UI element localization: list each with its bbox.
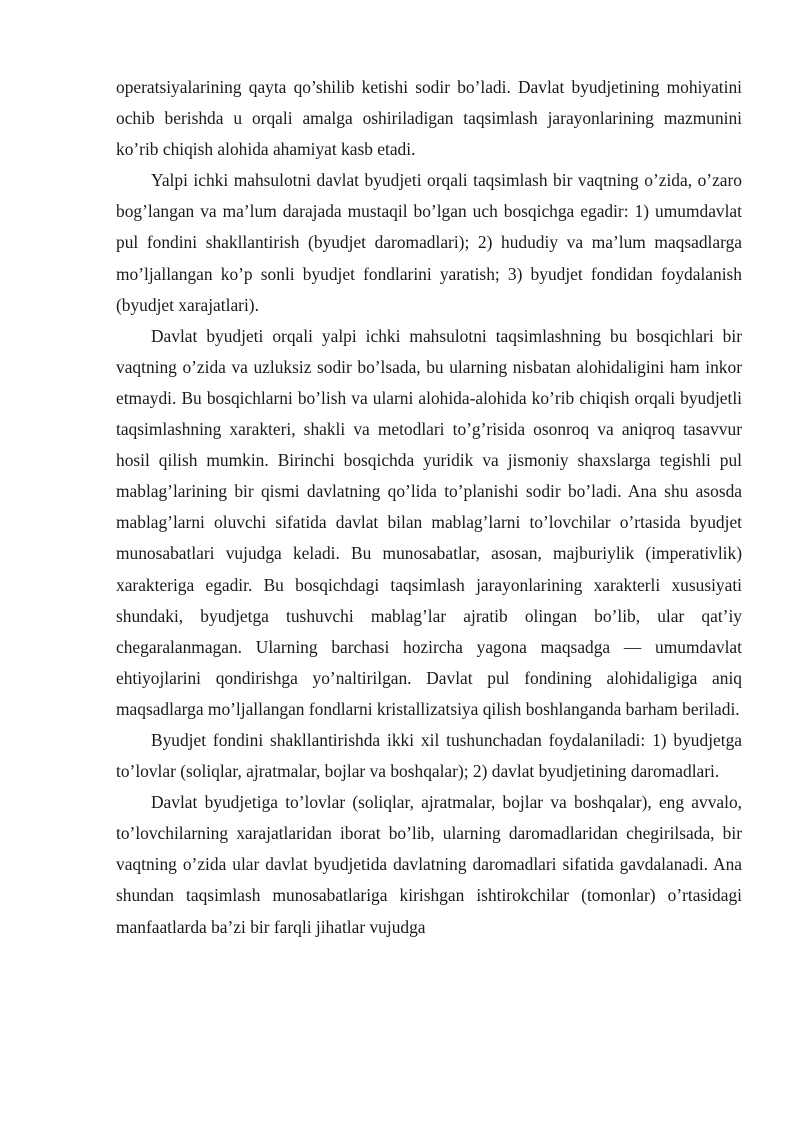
paragraph-continuation: operatsiyalarining qayta qo’shilib ketishi sodir bo’ladi. Davlat byudjetining mohiyatini ochib berishda u orqali amalga oshiriladigan taqsimlash jarayonlarining mazmunini ko’rib chiqish alohida ahamiyat kasb etadi.: [116, 77, 742, 160]
paragraph-gdp-distribution-stages: Yalpi ichki mahsulotni davlat byudjeti orqali taqsimlash bir vaqtning o’zida, o’zaro bog’langan va ma’lum darajada mustaqil bo’lgan uch bosqichga egadir: 1) umumdavlat pul fondini shakllantirish (byudjet daromadlari); 2) hududiy va ma’lum maqsadlarga mo’ljallangan ko’p sonli byudjet fondlarini yaratish; 3) byudjet fondidan foydalanish (byudjet xarajatlari).: [116, 170, 742, 315]
paragraph-budget-fund-concepts: Byudjet fondini shakllantirishda ikki xil tushunchadan foydalaniladi: 1) byudjetga to’lovlar (soliqlar, ajratmalar, bojlar va boshqalar); 2) davlat byudjetining daromadlari.: [116, 729, 742, 782]
body-text: [116, 72, 742, 943]
paragraph-stages-separation: Davlat byudjeti orqali yalpi ichki mahsulotni taqsimlashning bu bosqichlari bir vaqtning o’zida va uzluksiz sodir bo’lsada, bu ularning nisbatan alohidaligini ham inkor etmaydi. Bu bosqichlarni bo’lish va ularni alohida-alohida ko’rib chiqish orqali byudjetli taqsimlashning xarakteri, shakli va metodlari to’g’risida osonroq va aniqroq tasavvur hosil qilish mumkin. Birinchi bosqichda yuridik va jismoniy shaxslarga tegishli pul mablag’larining bir qismi davlatning qo’lida to’planishi sodir bo’ladi. Ana shu asosda mablag’larni oluvchi sifatida davlat bilan mablag’larni to’lovchilar o’rtasida byudjet munosabatlari vujudga keladi. Bu munosabatlar, asosan, majburiylik (imperativlik) xarakteriga egadir. Bu bosqichdagi taqsimlash jarayonlarining xarakterli xususiyati shundaki, byudjetga tushuvchi mablag’lar ajratib olingan bo’lib, ular qat’iy chegaralanmagan. Ularning barchasi hozircha yagona maqsadga — umumdavlat ehtiyojlarini qondirishga yo’naltirilgan. Davlat pul fondining alohidaligiga aniq maqsadlarga mo’ljallangan fondlarni kristallizatsiya qilish boshlanganda barham beriladi.: [116, 325, 742, 719]
paragraph-budget-payments: Davlat byudjetiga to’lovlar (soliqlar, ajratmalar, bojlar va boshqalar), eng avvalo, to’lovchilarning xarajatlaridan iborat bo’lib, ularning daromadlaridan chegirilsada, bir vaqtning o’zida ular davlat byudjetida davlatning daromadlari sifatida gavdalanadi. Ana shundan taqsimlash munosabatlariga kirishgan ishtirokchilar (tomonlar) o’rtasidagi manfaatlarda ba’zi bir farqli jihatlar vujudga: [116, 792, 742, 937]
